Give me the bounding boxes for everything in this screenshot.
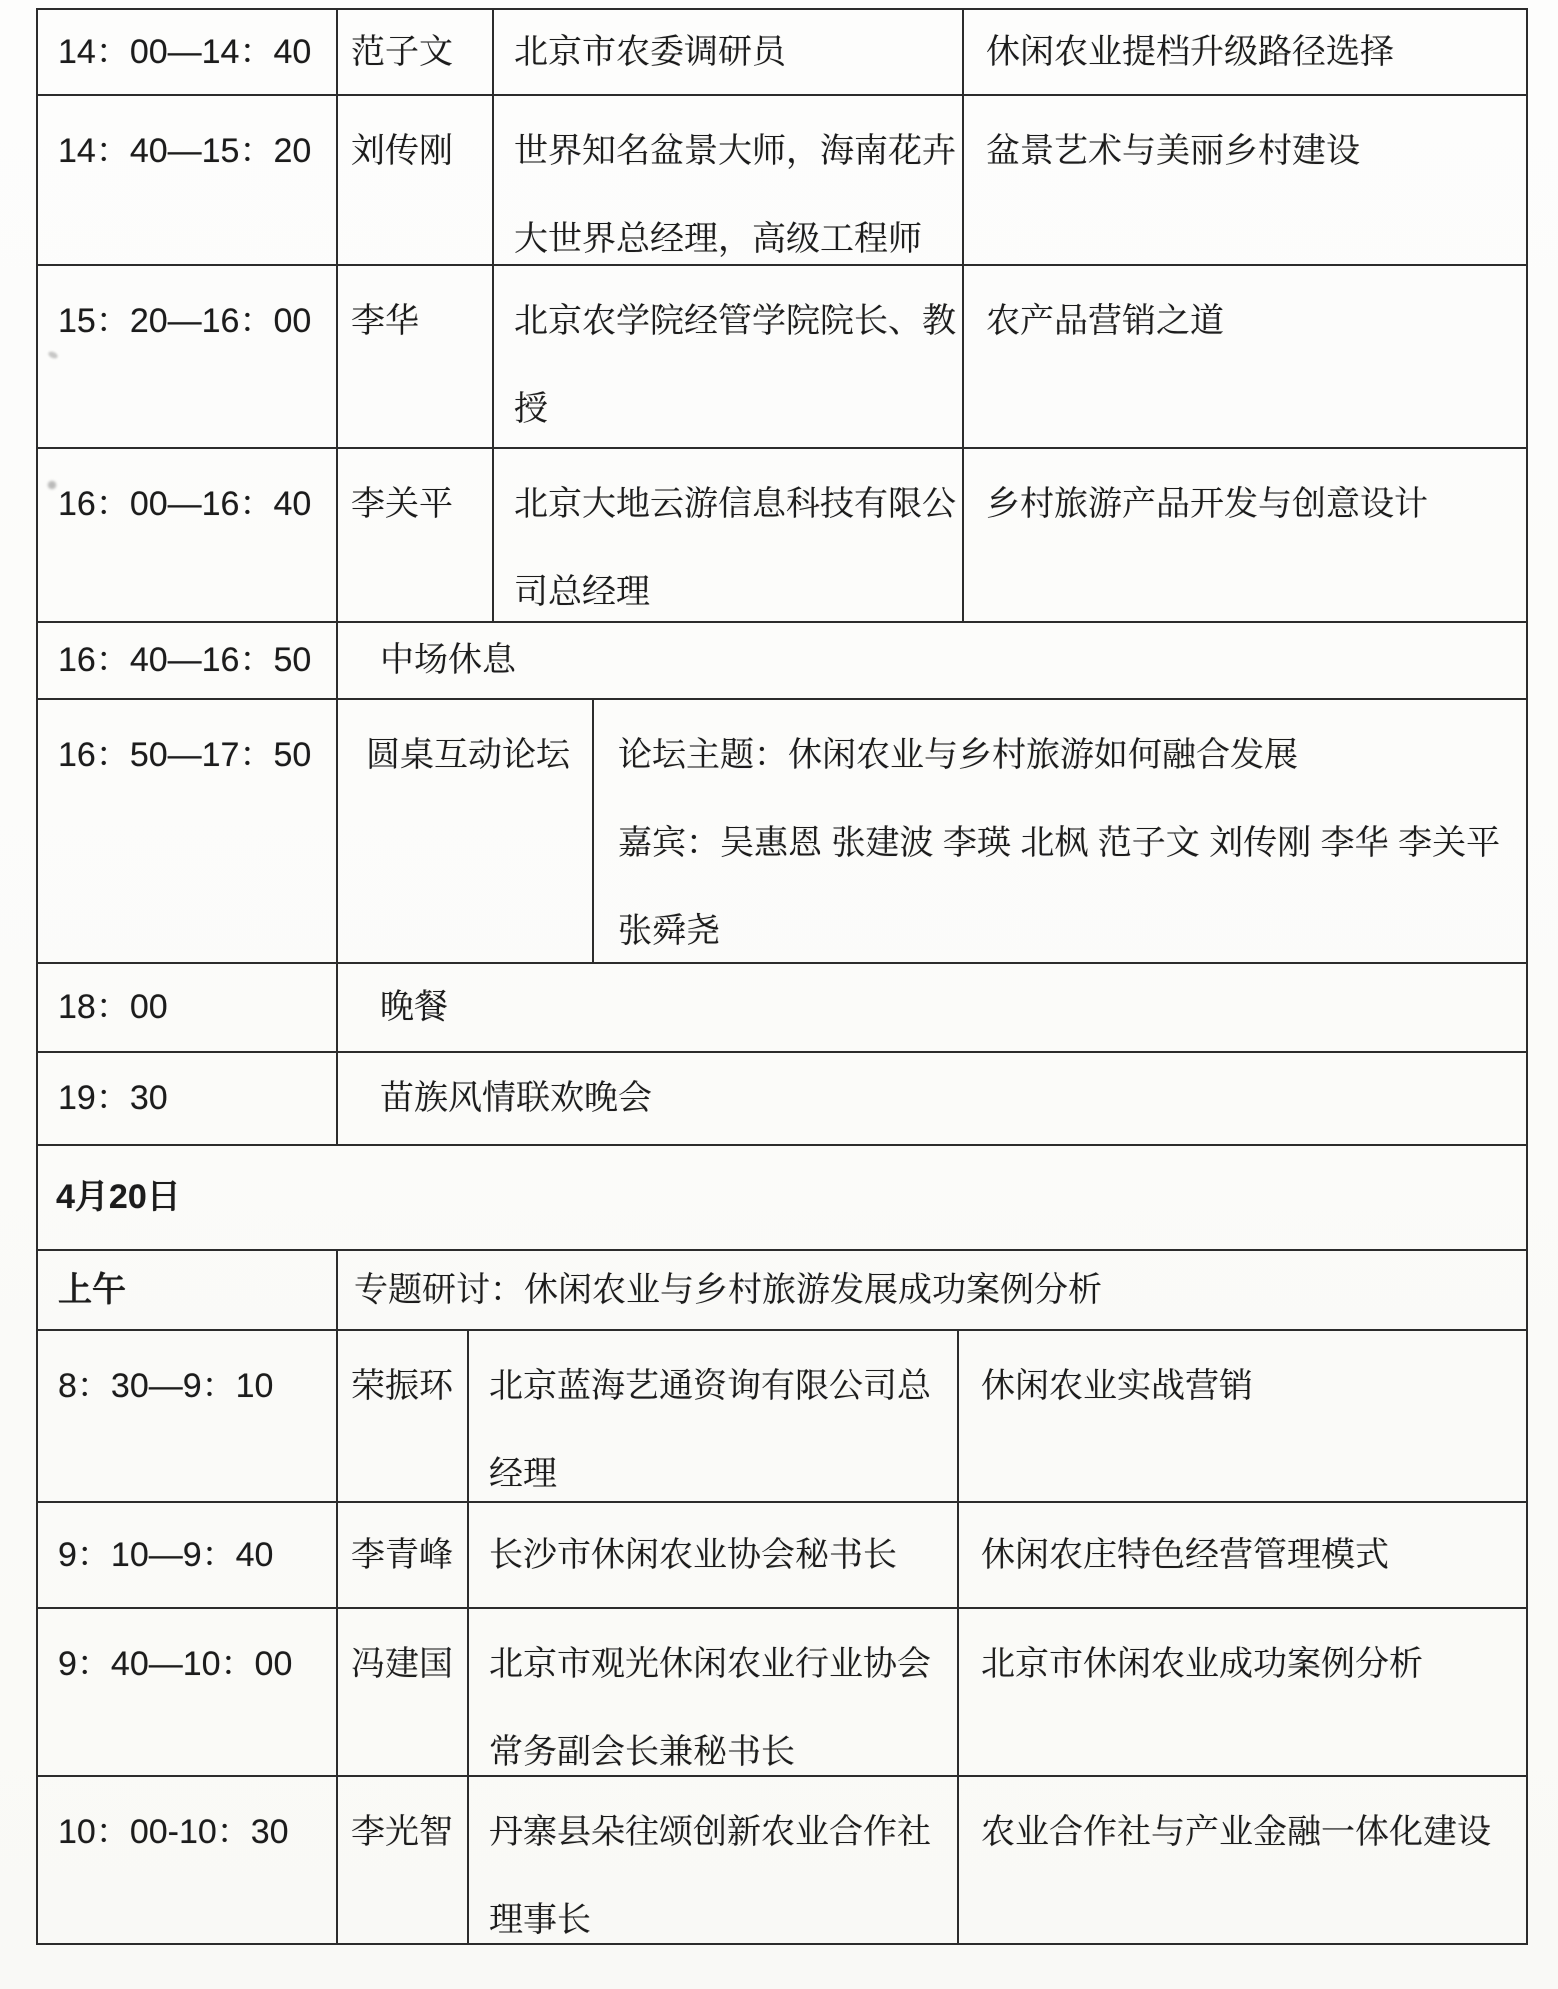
table-row-date-header <box>38 1146 1526 1251</box>
table-row-session <box>38 449 1526 623</box>
topic-cell: 休闲农庄特色经营管理模式 <box>981 1535 1389 1574</box>
speaker-title-cell: 北京农学院经管学院院长、教授 <box>494 266 964 447</box>
table-row-session <box>38 1331 1526 1503</box>
topic-cell: 北京市休闲农业成功案例分析 <box>981 1645 1423 1683</box>
date-header-cell: 4月20日 <box>56 1178 181 1217</box>
speaker-name-cell: 刘传刚 <box>338 96 494 264</box>
speaker-name-cell: 李青峰 <box>338 1503 469 1607</box>
forum-name-cell: 圆桌互动论坛 <box>338 700 594 962</box>
time-cell: 8：30—9：10 <box>38 1331 338 1501</box>
table-row-session <box>38 96 1526 266</box>
time-cell: 18：00 <box>38 964 338 1051</box>
speaker-title-cell: 北京市农委调研员 <box>494 10 964 94</box>
table-row-session <box>38 266 1526 449</box>
time-cell: 10：00-10：30 <box>38 1777 338 1943</box>
speaker-name-cell: 冯建国 <box>338 1609 469 1775</box>
topic-cell: 休闲农业实战营销 <box>981 1367 1253 1405</box>
table-row-break <box>38 1053 1526 1146</box>
forum-theme-line: 论坛主题：休闲农业与乡村旅游如何融合发展 <box>618 736 1298 774</box>
topic-cell: 农产品营销之道 <box>986 302 1224 340</box>
speaker-name-cell: 范子文 <box>338 10 494 94</box>
table-row-break <box>38 964 1526 1053</box>
table-row-forum <box>38 700 1526 964</box>
time-cell: 9：10—9：40 <box>38 1503 338 1607</box>
scan-smudge <box>46 480 58 490</box>
period-cell: 上午 <box>38 1251 338 1329</box>
time-cell: 19：30 <box>38 1053 338 1144</box>
speaker-name-cell: 李关平 <box>338 449 494 621</box>
table-row-section-header <box>38 1251 1526 1331</box>
speaker-title-cell: 北京蓝海艺通资询有限公司总经理 <box>469 1331 959 1501</box>
break-label-cell: 晚餐 <box>380 988 448 1027</box>
forum-body-cell <box>594 700 1526 962</box>
time-cell: 16：40—16：50 <box>38 623 338 698</box>
topic-cell: 农业合作社与产业金融一体化建设 <box>981 1813 1491 1851</box>
break-label-cell: 中场休息 <box>380 641 516 680</box>
time-cell: 9：40—10：00 <box>38 1609 338 1775</box>
break-label-cell: 苗族风情联欢晚会 <box>380 1079 652 1118</box>
topic-cell: 盆景艺术与美丽乡村建设 <box>986 132 1360 170</box>
time-cell: 14：40—15：20 <box>38 96 338 264</box>
section-title-cell: 专题研讨：休闲农业与乡村旅游发展成功案例分析 <box>354 1270 1102 1309</box>
table-row-session <box>38 10 1526 96</box>
speaker-name-cell: 李华 <box>338 266 494 447</box>
table-row-break <box>38 623 1526 700</box>
speaker-name-cell: 荣振环 <box>338 1331 469 1501</box>
agenda-table <box>36 8 1528 1945</box>
time-cell: 16：50—17：50 <box>38 700 338 962</box>
speaker-title-cell: 北京市观光休闲农业行业协会常务副会长兼秘书长 <box>469 1609 959 1775</box>
forum-guests-line: 张舜尧 <box>618 912 720 950</box>
time-cell: 16：00—16：40 <box>38 449 338 621</box>
speaker-title-cell: 丹寨县朵往颂创新农业合作社理事长 <box>469 1777 959 1943</box>
speaker-name-cell: 李光智 <box>338 1777 469 1943</box>
time-cell: 15：20—16：00 <box>38 266 338 447</box>
table-row-session <box>38 1777 1526 1943</box>
time-cell: 14：00—14：40 <box>38 10 338 94</box>
speaker-title-cell: 北京大地云游信息科技有限公司总经理 <box>494 449 964 621</box>
table-row-session <box>38 1503 1526 1609</box>
topic-cell: 休闲农业提档升级路径选择 <box>986 32 1394 71</box>
speaker-title-cell: 长沙市休闲农业协会秘书长 <box>469 1503 959 1607</box>
forum-guests-line: 嘉宾：吴惠恩 张建波 李瑛 北枫 范子文 刘传刚 李华 李关平 <box>618 824 1501 862</box>
table-row-session <box>38 1609 1526 1777</box>
topic-cell: 乡村旅游产品开发与创意设计 <box>986 485 1428 523</box>
speaker-title-cell: 世界知名盆景大师，海南花卉大世界总经理，高级工程师 <box>494 96 964 264</box>
